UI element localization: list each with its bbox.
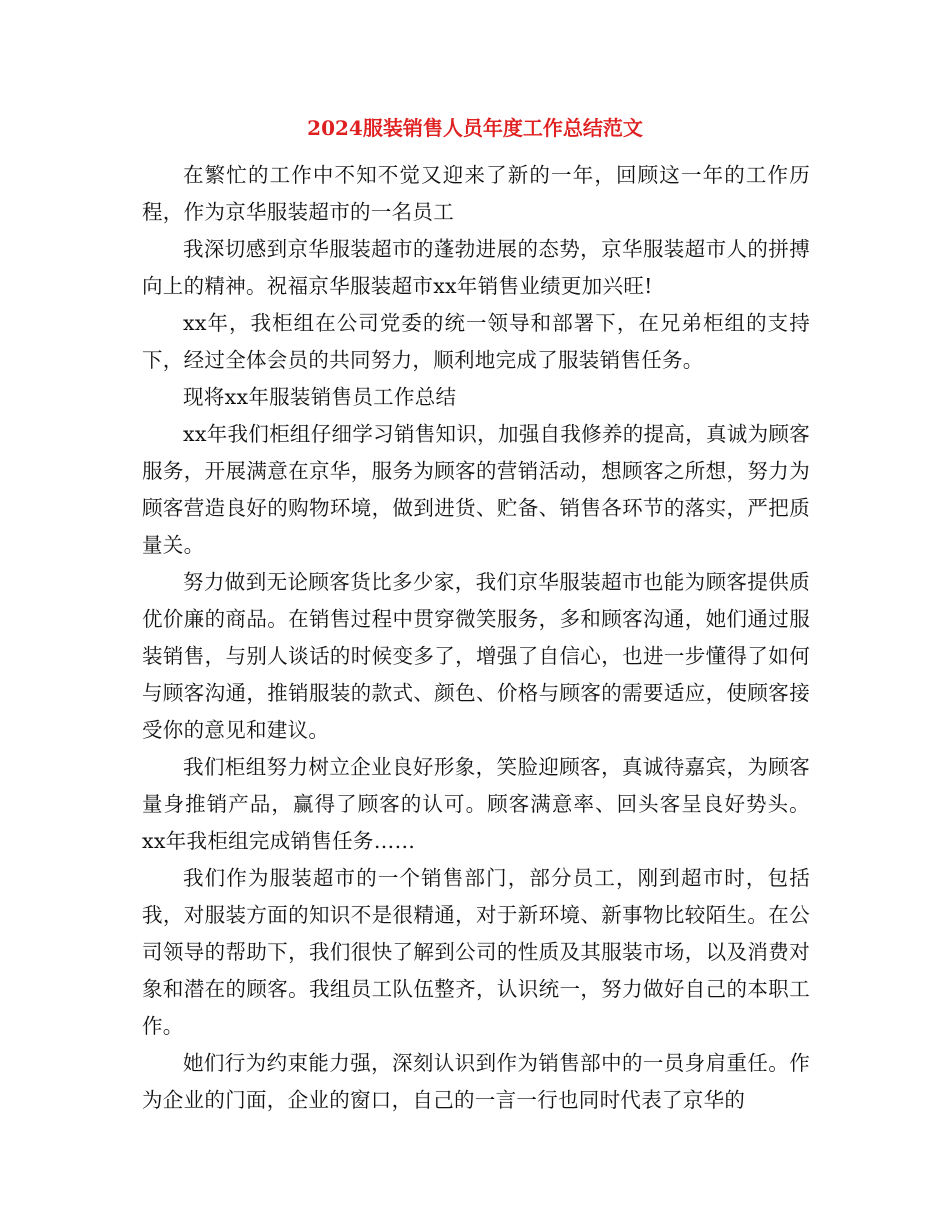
document-body: [142, 157, 810, 1119]
paragraph: 努力做到无论顾客货比多少家，我们京华服装超市也能为顾客提供质优价廉的商品。在销售过程中贯穿微笑服务，多和顾客沟通，她们通过服装销售，与别人谈话的时候变多了，增强了自信心，也进一步懂得了如何与顾客沟通，推销服装的款式、颜色、价格与顾客的需要适应，使顾客接受你的意见和建议。: [142, 570, 810, 742]
paragraph: 我们柜组努力树立企业良好形象，笑脸迎顾客，真诚待嘉宾，为顾客量身推销产品，赢得了顾客的认可。顾客满意率、回头客呈良好势头。xx年我柜组完成销售任务……: [142, 755, 810, 853]
paragraph: 她们行为约束能力强，深刻认识到作为销售部中的一员身肩重任。作为企业的门面，企业的窗口，自己的一言一行也同时代表了京华的: [142, 1051, 810, 1112]
paragraph: xx年，我柜组在公司党委的统一领导和部署下，在兄弟柜组的支持下，经过全体会员的共同努力，顺利地完成了服装销售任务。: [142, 311, 810, 372]
paragraph: 我们作为服装超市的一个销售部门，部分员工，刚到超市时，包括我，对服装方面的知识不是很精通，对于新环境、新事物比较陌生。在公司领导的帮助下，我们很快了解到公司的性质及其服装市场，以及消费对象和潜在的顾客。我组员工队伍整齐，认识统一，努力做好自己的本职工作。: [142, 866, 810, 1038]
paragraph: 在繁忙的工作中不知不觉又迎来了新的一年，回顾这一年的工作历程，作为京华服装超市的一名员工: [142, 163, 810, 224]
page-title: 2024服装销售人员年度工作总结范文: [307, 116, 643, 140]
paragraph: xx年我们柜组仔细学习销售知识，加强自我修养的提高，真诚为顾客服务，开展满意在京华，服务为顾客的营销活动，想顾客之所想，努力为顾客营造良好的购物环境，做到进货、贮备、销售各环节的落实，严把质量关。: [142, 422, 810, 557]
paragraph: 我深切感到京华服装超市的蓬勃进展的态势，京华服装超市人的拼搏向上的精神。祝福京华服装超市xx年销售业绩更加兴旺!: [142, 237, 810, 298]
paragraph: 现将xx年服装销售员工作总结: [183, 385, 457, 409]
